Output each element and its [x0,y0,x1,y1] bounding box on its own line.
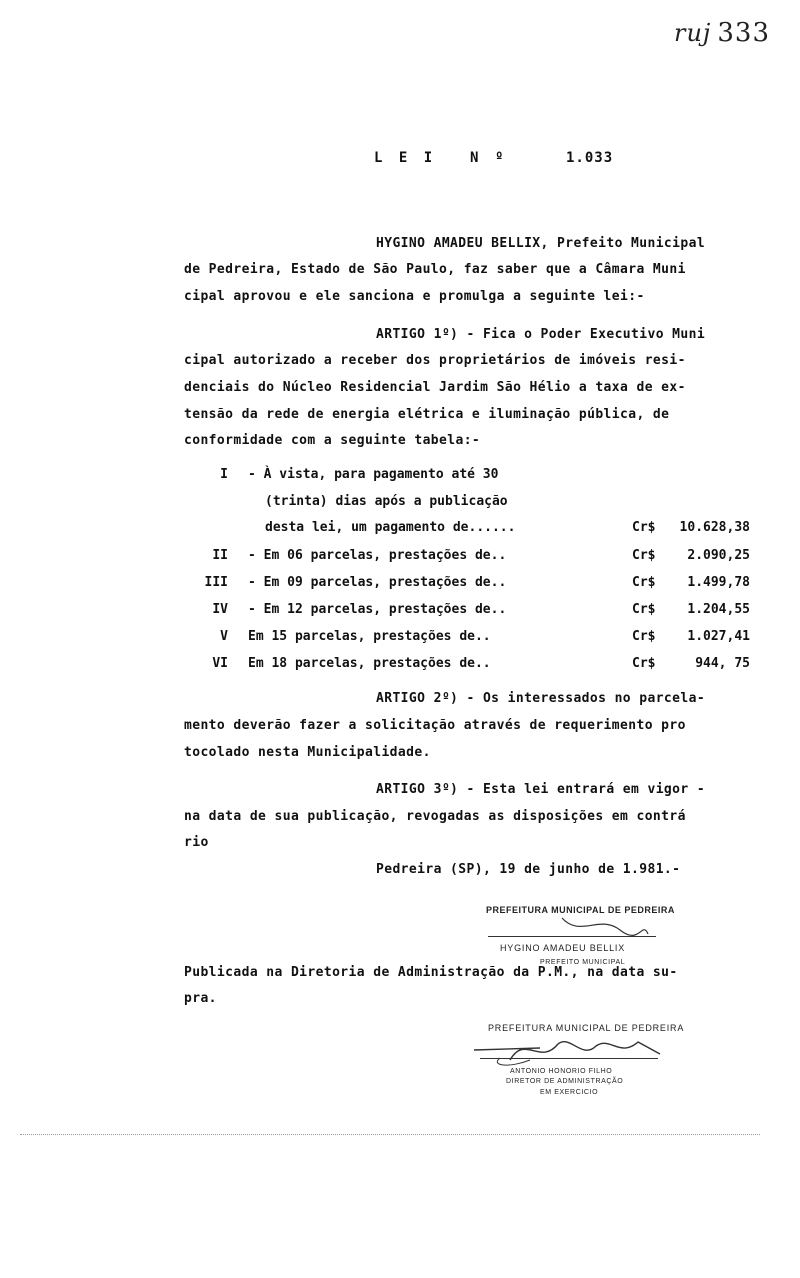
intro-line-2: de Pedreira, Estado de São Paulo, faz saber que a Câmara Muni [184,262,686,277]
date-line: Pedreira (SP), 19 de junho de 1.981.- [376,862,681,877]
artigo1-line-1: ARTIGO 1º) - Fica o Poder Executivo Muni [376,327,706,342]
title-word-lei: L E I [374,150,434,166]
artigo2-line-3: tocolado nesta Municipalidade. [184,745,431,760]
stamp-status [540,1081,598,1099]
scan-artifact-dotted-line [20,1134,760,1135]
row-description: (trinta) dias após a publicação [265,494,508,509]
row-numeral: V [220,629,228,644]
handwritten-mark: ruj [673,19,712,47]
row-numeral: I [220,467,228,482]
artigo1-line-3: denciais do Núcleo Residencial Jardim São Hélio a taxa de ex- [184,380,686,395]
currency-symbol: Cr$ [632,656,656,671]
currency-symbol: Cr$ [632,575,656,590]
row-numeral: IV [212,602,228,617]
artigo3-line-2: na data de sua publicação, revogadas as disposições em contrá [184,809,686,824]
signature-line [488,936,656,937]
currency-symbol: Cr$ [632,602,656,617]
table-row [0,629,800,651]
signature-line [480,1058,658,1059]
table-row [0,548,800,570]
stamp-name-text: HYGINO AMADEU BELLIX [500,943,626,953]
row-description: Em 15 parcelas, prestações de.. [248,629,491,644]
currency-symbol: Cr$ [632,548,656,563]
artigo1-line-4: tensão da rede de energia elétrica e iluminação pública, de [184,407,670,422]
intro-line-3: cipal aprovou e ele sanciona e promulga a seguinte lei:- [184,289,645,304]
title-law-number: 1.033 [566,150,614,166]
intro-line-1: HYGINO AMADEU BELLIX, Prefeito Municipal [376,236,706,251]
law-title [374,150,613,166]
published-line-1: Publicada na Diretoria de Administração da P.M., na data su- [184,965,678,980]
stamp-name-text: ANTONIO HONORIO FILHO [510,1068,613,1075]
currency-symbol: Cr$ [632,520,656,535]
published-line-2: pra. [184,991,217,1006]
currency-symbol: Cr$ [632,629,656,644]
artigo1-line-5: conformidade com a seguinte tabela:- [184,433,481,448]
amount-value: 944, 75 [695,656,750,671]
row-description: - Em 06 parcelas, prestações de.. [248,548,507,563]
stamp-org-text: PREFEITURA MUNICIPAL DE PEDREIRA [486,905,675,915]
row-description: - Em 12 parcelas, prestações de.. [248,602,507,617]
title-word-numero: N º [470,150,505,166]
table-row-continuation [0,520,800,542]
page-number: 333 [717,18,770,48]
stamp-role-text: PREFEITO MUNICIPAL [540,959,626,966]
page-number-annotation [674,18,770,48]
stamp-status-text: EM EXERCICIO [540,1089,599,1096]
table-row [0,467,800,489]
row-description: Em 18 parcelas, prestações de.. [248,656,491,671]
table-row-continuation [0,494,800,516]
row-description: desta lei, um pagamento de...... [265,520,516,535]
artigo3-line-3: rio [184,835,209,850]
amount-value: 1.027,41 [687,629,750,644]
row-numeral: II [212,548,228,563]
row-numeral: III [204,575,228,590]
row-description: - Em 09 parcelas, prestações de.. [248,575,507,590]
artigo1-line-2: cipal autorizado a receber dos proprietários de imóveis resi- [184,353,686,368]
artigo2-line-2: mento deverão fazer a solicitação através de requerimento pro [184,718,686,733]
amount-value: 10.628,38 [679,520,750,535]
row-description: - À vista, para pagamento até 30 [248,467,499,482]
table-row [0,575,800,597]
artigo3-line-1: ARTIGO 3º) - Esta lei entrará em vigor - [376,782,706,797]
stamp-org-text: PREFEITURA MUNICIPAL DE PEDREIRA [488,1023,685,1033]
table-row [0,602,800,624]
stamp-role-text: DIRETOR DE ADMINISTRAÇÃO [506,1078,624,1085]
amount-value: 1.499,78 [687,575,750,590]
amount-value: 1.204,55 [687,602,750,617]
artigo2-line-1: ARTIGO 2º) - Os interessados no parcela- [376,691,706,706]
table-row [0,656,800,678]
row-numeral: VI [212,656,228,671]
amount-value: 2.090,25 [687,548,750,563]
